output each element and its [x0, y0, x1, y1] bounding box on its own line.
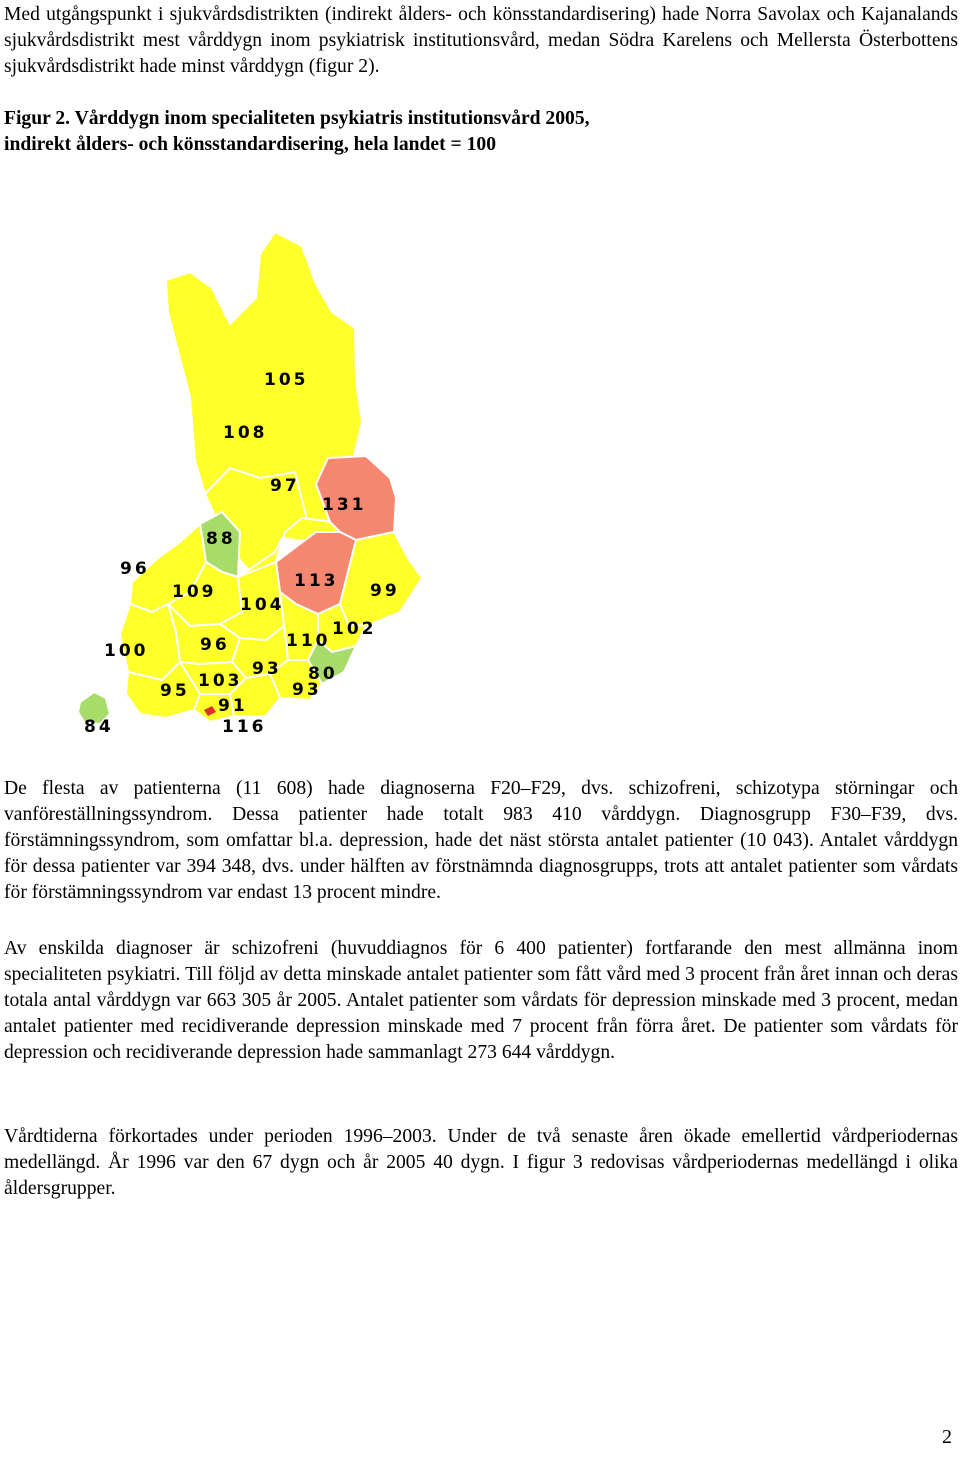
map-value-label: 80	[308, 664, 338, 684]
map-value-label: 113	[294, 571, 339, 591]
map-value-label: 105	[264, 370, 309, 390]
finland-district-map	[70, 232, 400, 742]
map-value-label: 97	[270, 476, 300, 496]
map-value-label: 96	[200, 635, 230, 655]
map-value-label: 93	[292, 680, 322, 700]
map-value-label: 116	[222, 717, 267, 737]
paragraph-diagnoses: De flesta av patienterna (11 608) hade diagnoserna F20–F29, dvs. schizofreni, schizotypa störningar och vanföreställningssyndrom. Dessa patienter hade totalt 983 410 vårddygn. Diagnosgrupp F30–F39, dvs. förstämningssyndrom, som omfattar bl.a. depression, hade det näst största antalet patienter (10 043). Antalet vårddygn för dessa patienter var 394 348, dvs. under hälften av förstnämnda diagnosgrupps, trots att antalet patienter som vårdats för förstämningssyndrom var endast 13 procent mindre.	[4, 778, 958, 903]
map-value-label: 88	[206, 529, 236, 549]
map-value-label: 96	[120, 559, 150, 579]
map-value-label: 108	[223, 423, 268, 443]
map-value-label: 103	[198, 671, 243, 691]
map-value-label: 99	[370, 581, 400, 601]
intro-paragraph: Med utgångspunkt i sjukvårdsdistrikten (indirekt ålders- och könsstandardisering) hade Norra Savolax och Kajanalands sjukvårdsdistrikt mest vårddygn inom psykiatrisk institutionsvård, medan Södra Karelens och Mellersta Österbottens sjukvårdsdistrikt hade minst vårddygn (figur 2).	[4, 4, 958, 77]
map-value-label: 84	[84, 717, 114, 737]
map-value-label: 110	[286, 631, 331, 651]
figure-caption-line-1: Figur 2. Vårddygn inom specialiteten psykiatris institutionsvård 2005,	[4, 108, 590, 129]
map-value-label: 91	[218, 696, 248, 716]
map-value-label: 93	[252, 659, 282, 679]
map-value-label: 102	[332, 619, 377, 639]
paragraph-care-periods: Vårdtiderna förkortades under perioden 1996–2003. Under de två senaste åren ökade emellertid vårdperiodernas medellängd. År 1996 var den 67 dygn och år 2005 40 dygn. I figur 3 redovisas vårdperiodernas medellängd i olika åldersgrupper.	[4, 1126, 958, 1199]
finland-map-svg	[70, 232, 400, 742]
map-value-label: 95	[160, 681, 190, 701]
figure-caption-line-2: indirekt ålders- och könsstandardisering, hela landet = 100	[4, 134, 496, 155]
map-value-label: 131	[322, 495, 367, 515]
map-value-label: 104	[240, 595, 285, 615]
paragraph-schizophrenia: Av enskilda diagnoser är schizofreni (huvuddiagnos för 6 400 patienter) fortfarande den mest allmänna inom specialiteten psykiatri. Till följd av detta minskade antalet patienter som fått vård med 3 procent från året innan och deras totala antal vårddygn var 663 305 år 2005. Antalet patienter som vårdats för depression minskade med 3 procent, medan antalet patienter med recidiverande depression minskade med 7 procent från förra året. De patienter som vårdats för depression och recidiverande depression hade sammanlagt 273 644 vårddygn.	[4, 938, 958, 1063]
page-number: 2	[942, 1426, 952, 1448]
map-value-label: 100	[104, 641, 149, 661]
map-value-label: 109	[172, 582, 217, 602]
